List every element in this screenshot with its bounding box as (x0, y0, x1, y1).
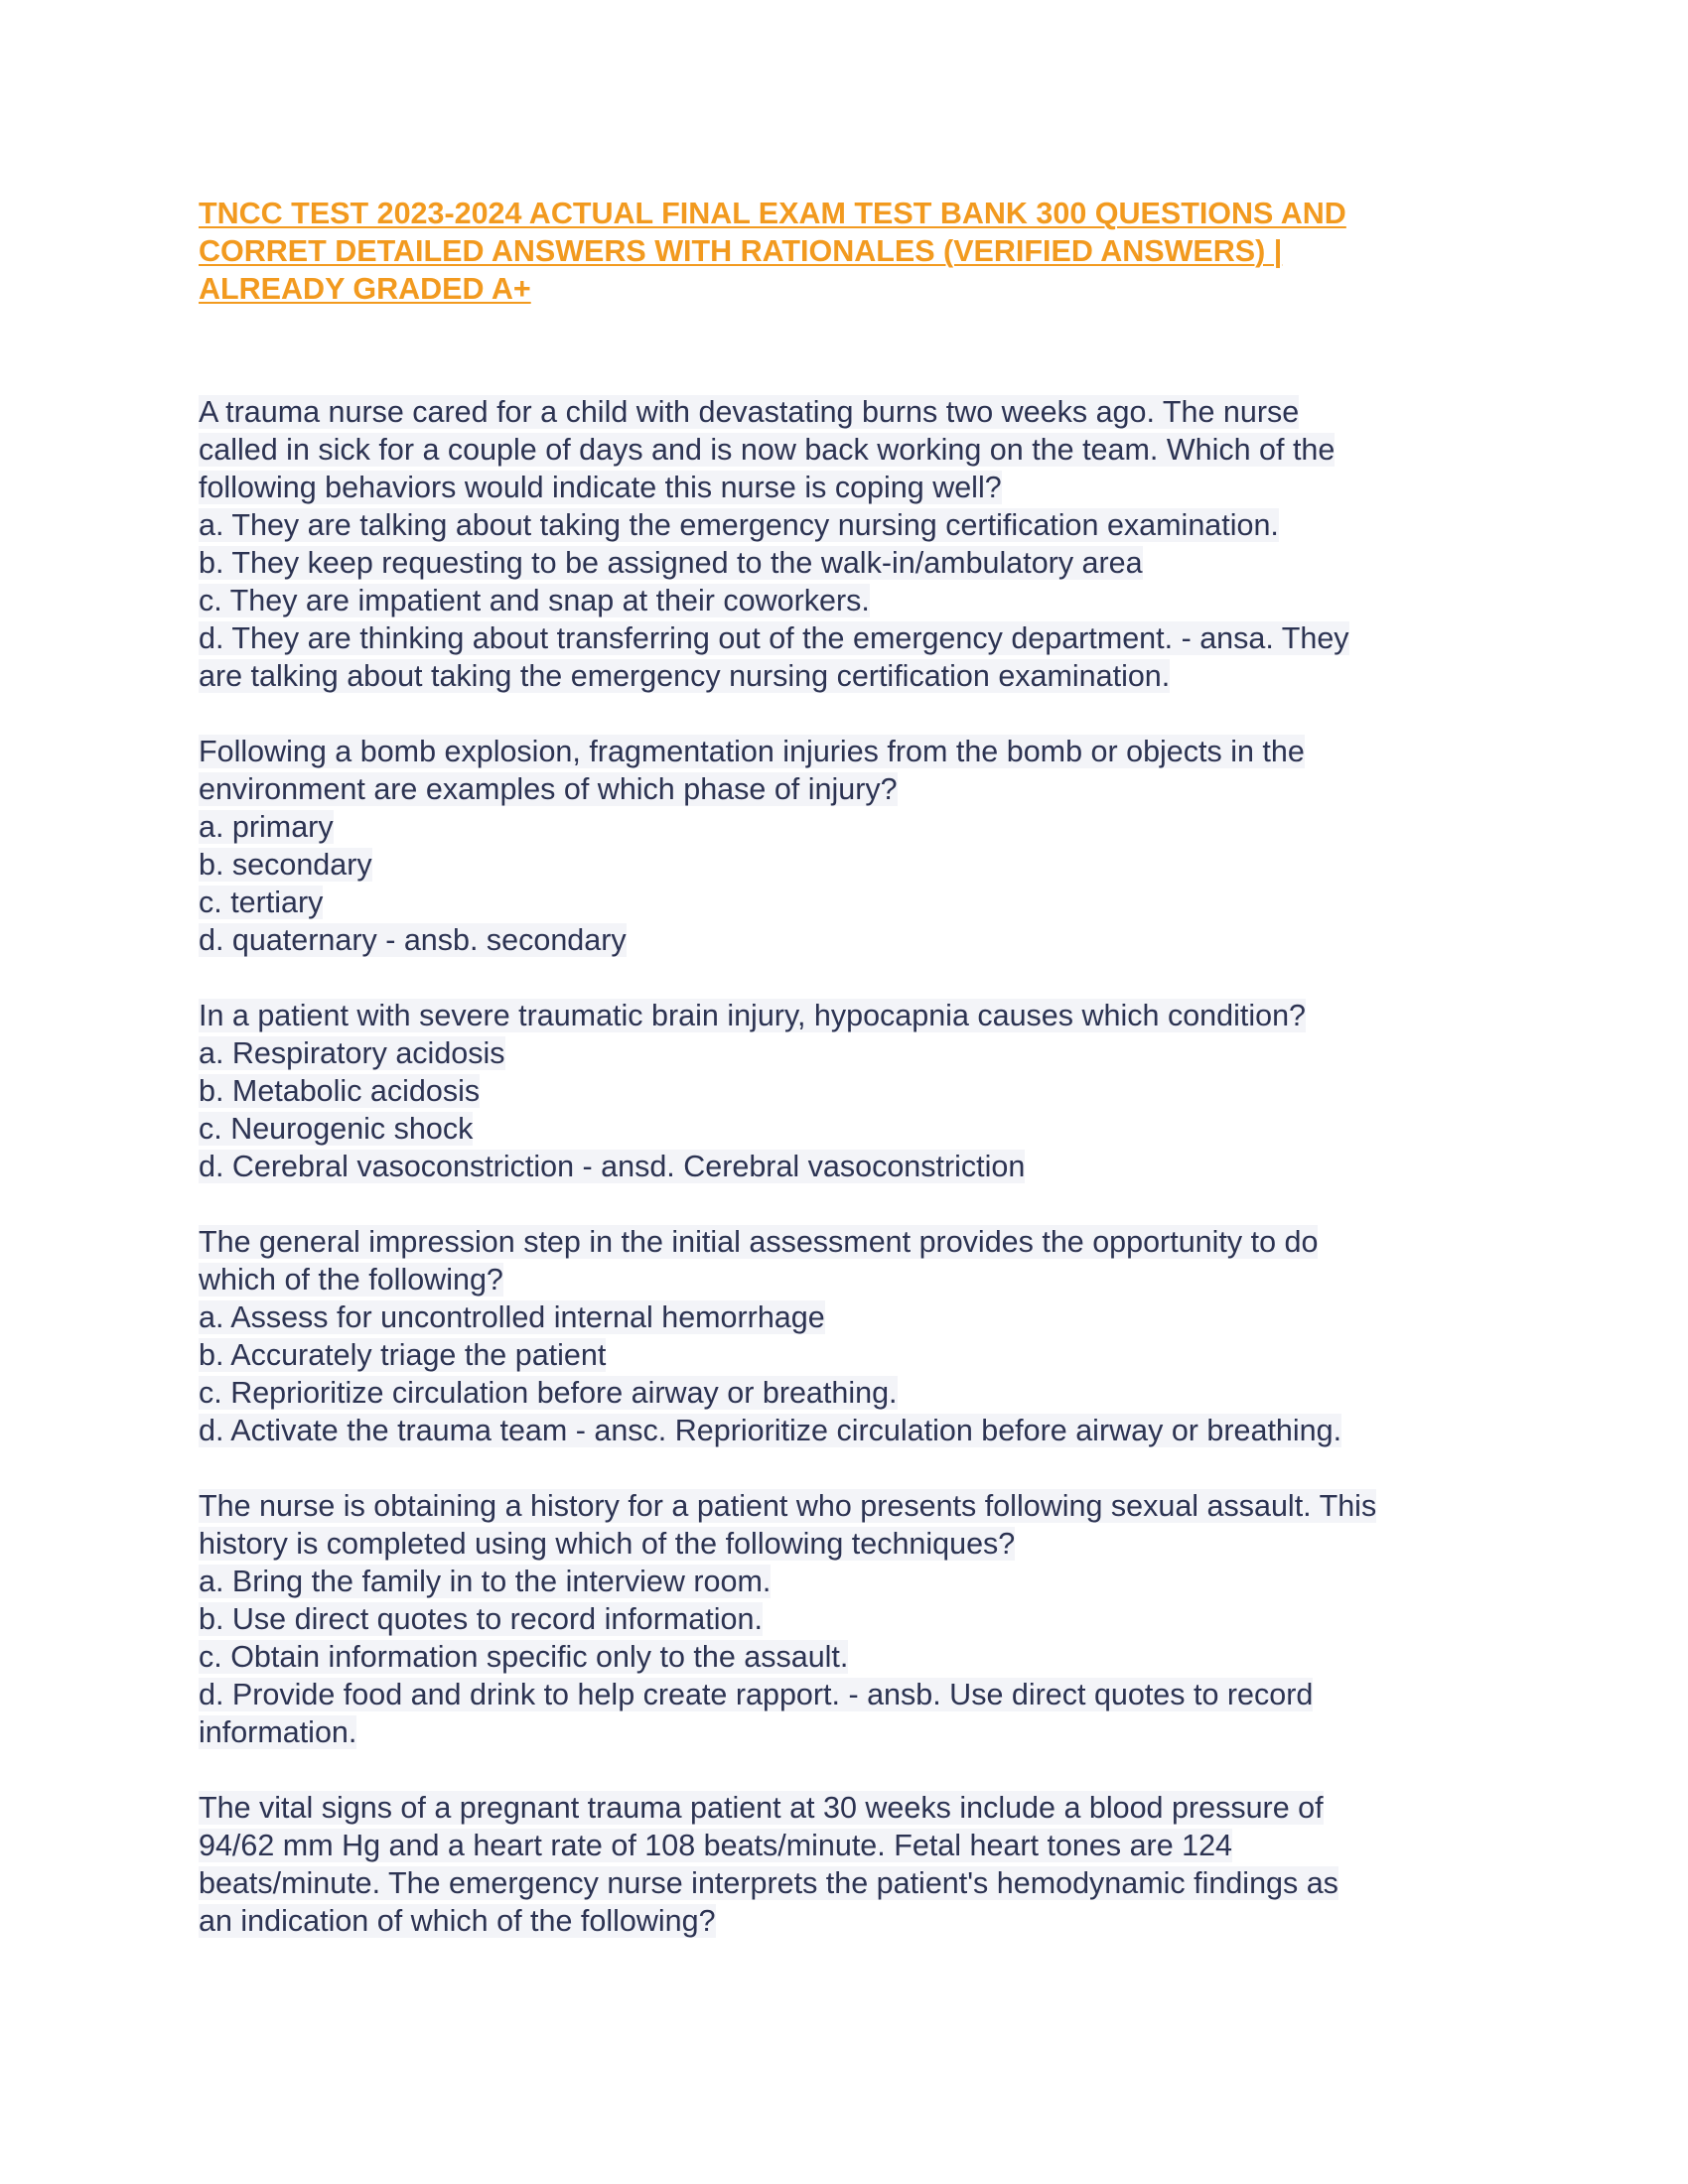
answer-option: c. Obtain information specific only to the assault. (199, 1640, 849, 1674)
question-block (199, 1789, 1519, 1940)
answer-key: information. (199, 1715, 357, 1749)
question-text: 94/62 mm Hg and a heart rate of 108 beats/minute. Fetal heart tones are 124 (199, 1829, 1233, 1862)
answer-option: d. quaternary - ansb. secondary (199, 923, 627, 957)
question-text: environment are examples of which phase of injury? (199, 772, 898, 806)
answer-option: b. secondary (199, 848, 372, 882)
title-line: ALREADY GRADED A+ (199, 272, 531, 306)
question-list (199, 393, 1519, 1940)
document-page (199, 195, 1519, 1978)
answer-option: a. Respiratory acidosis (199, 1036, 505, 1070)
answer-option: c. Reprioritize circulation before airway or breathing. (199, 1376, 898, 1410)
question-block (199, 1487, 1519, 1751)
answer-option: b. Metabolic acidosis (199, 1074, 481, 1108)
answer-option: a. Assess for uncontrolled internal hemorrhage (199, 1300, 825, 1334)
answer-option: d. Cerebral vasoconstriction - ansd. Cerebral vasoconstriction (199, 1150, 1026, 1183)
question-text: called in sick for a couple of days and is now back working on the team. Which of the (199, 433, 1336, 467)
answer-option: c. tertiary (199, 886, 324, 919)
question-text: The vital signs of a pregnant trauma patient at 30 weeks include a blood pressure of (199, 1791, 1324, 1825)
answer-option: b. Use direct quotes to record information. (199, 1602, 763, 1636)
question-block (199, 393, 1519, 695)
answer-option: c. They are impatient and snap at their coworkers. (199, 584, 870, 617)
title-line: TNCC TEST 2023-2024 ACTUAL FINAL EXAM TEST BANK 300 QUESTIONS AND (199, 197, 1346, 230)
question-text: beats/minute. The emergency nurse interprets the patient's hemodynamic findings as (199, 1866, 1338, 1900)
answer-option: d. Activate the trauma team - ansc. Reprioritize circulation before airway or breathing. (199, 1414, 1342, 1447)
answer-option: a. Bring the family in to the interview room. (199, 1565, 772, 1598)
title-line: CORRET DETAILED ANSWERS WITH RATIONALES (VERIFIED ANSWERS) | (199, 234, 1283, 268)
question-text: The general impression step in the initial assessment provides the opportunity to do (199, 1225, 1319, 1259)
answer-option: a. They are talking about taking the emergency nursing certification examination. (199, 508, 1279, 542)
question-block (199, 1223, 1519, 1449)
question-text: The nurse is obtaining a history for a patient who presents following sexual assault. This (199, 1489, 1377, 1523)
question-text: an indication of which of the following? (199, 1904, 716, 1938)
answer-key: are talking about taking the emergency nursing certification examination. (199, 659, 1171, 693)
answer-option: b. They keep requesting to be assigned to the walk-in/ambulatory area (199, 546, 1143, 580)
question-text: which of the following? (199, 1263, 503, 1297)
question-text: Following a bomb explosion, fragmentation injuries from the bomb or objects in the (199, 735, 1305, 768)
question-text: following behaviors would indicate this nurse is coping well? (199, 471, 1002, 504)
question-text: A trauma nurse cared for a child with devastating burns two weeks ago. The nurse (199, 395, 1300, 429)
question-block (199, 733, 1519, 959)
answer-option: c. Neurogenic shock (199, 1112, 474, 1146)
answer-option: d. Provide food and drink to help create rapport. - ansb. Use direct quotes to record (199, 1678, 1314, 1711)
answer-option: b. Accurately triage the patient (199, 1338, 607, 1372)
answer-option: d. They are thinking about transferring out of the emergency department. - ansa. They (199, 621, 1349, 655)
answer-option: a. primary (199, 810, 334, 844)
document-title[interactable] (199, 195, 1519, 308)
question-text: In a patient with severe traumatic brain injury, hypocapnia causes which condition? (199, 999, 1306, 1032)
question-block (199, 997, 1519, 1185)
question-text: history is completed using which of the following techniques? (199, 1527, 1016, 1561)
